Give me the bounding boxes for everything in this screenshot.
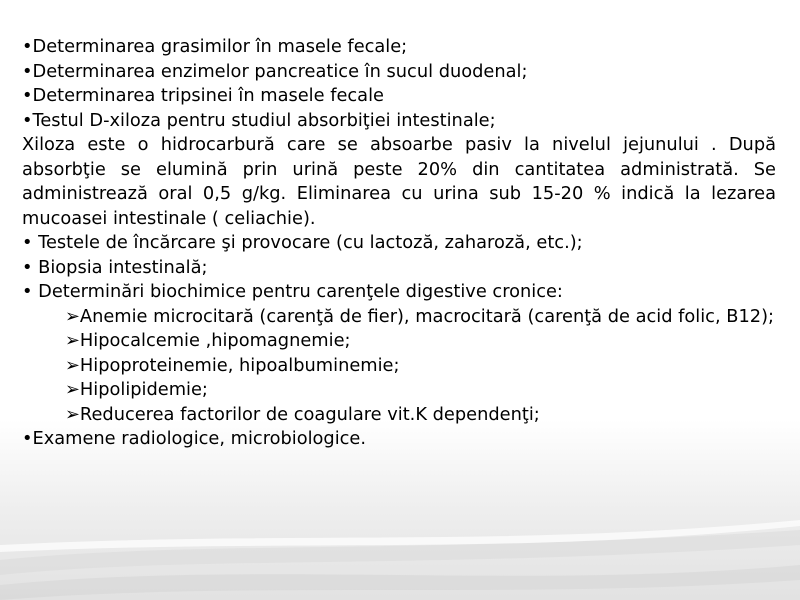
- bullet-marker: •: [22, 109, 33, 131]
- list-item: [22, 84, 776, 109]
- bullet-marker: •: [22, 36, 33, 57]
- bullet-marker: •: [22, 281, 39, 302]
- sub-item-text: Hipocalcemie ,hipomagnemie;: [79, 330, 351, 351]
- bullet-marker: •: [22, 256, 39, 278]
- arrow-marker: ➢: [65, 354, 80, 376]
- list-item: [22, 231, 776, 256]
- slide-content: [22, 35, 776, 452]
- item-text: Testele de încărcare şi provocare (cu lactoză, zaharoză, etc.);: [38, 232, 583, 253]
- sub-item-text: Anemie microcitară (carenţă de fier), macrocitară (carenţă de acid folic, B12);: [79, 305, 775, 327]
- list-item: [22, 427, 776, 452]
- sub-list-item: [22, 305, 776, 330]
- bullet-marker: •: [22, 232, 39, 253]
- list-item: [22, 109, 776, 134]
- item-text: Determinări biochimice pentru carenţele digestive cronice:: [38, 281, 563, 302]
- item-text: Determinarea tripsinei în masele fecale: [32, 85, 384, 106]
- arrow-marker: ➢: [65, 330, 80, 351]
- arrow-marker: ➢: [65, 379, 80, 400]
- bullet-marker: •: [22, 60, 33, 82]
- item-text: Examene radiologice, microbiologice.: [32, 428, 367, 449]
- bullet-marker: •: [22, 85, 33, 106]
- arrow-marker: ➢: [65, 305, 80, 327]
- arrow-marker: ➢: [65, 403, 80, 425]
- sub-list-item: [22, 403, 776, 428]
- list-item: [22, 60, 776, 85]
- sub-list-item: [22, 354, 776, 379]
- sub-list-item: [22, 329, 776, 354]
- sub-item-text: Hipoproteinemie, hipoalbuminemie;: [79, 354, 400, 376]
- item-text: Determinarea enzimelor pancreatice în sucul duodenal;: [32, 60, 528, 82]
- list-item: [22, 35, 776, 60]
- sub-item-text: Hipolipidemie;: [79, 379, 208, 400]
- item-text: Testul D-xiloza pentru studiul absorbiţiei intestinale;: [32, 109, 496, 131]
- sub-list-item: [22, 378, 776, 403]
- bullet-marker: •: [22, 428, 33, 449]
- list-item: [22, 280, 776, 305]
- item-text: Biopsia intestinală;: [38, 256, 208, 278]
- sub-item-text: Reducerea factorilor de coagulare vit.K dependenţi;: [79, 403, 540, 425]
- xiloza-paragraph: Xiloza este o hidrocarbură care se absoarbe pasiv la nivelul jejunului . După absorbţie se elumină prin urină peste 20% din cantitatea administrată. Se administrează oral 0,5 g/kg. Eliminarea cu urina sub 15-20 % indică la lezarea mucoasei intestinale ( celiachie).: [22, 134, 776, 229]
- item-text: Determinarea grasimilor în masele fecale;: [32, 36, 408, 57]
- list-item: [22, 256, 776, 281]
